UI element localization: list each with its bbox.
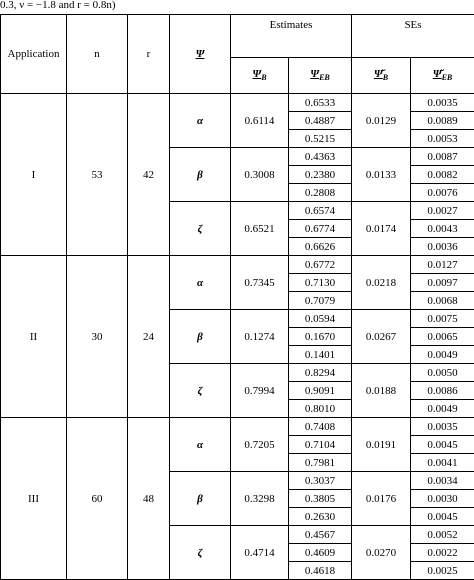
se-eb: 0.0050 <box>411 364 474 382</box>
parameter-symbol: ζ <box>170 526 231 580</box>
estimate-eb: 0.4887 <box>289 112 352 130</box>
se-bayes: 0.0188 <box>352 364 411 418</box>
parameter-symbol: α <box>170 418 231 472</box>
se-bayes: 0.0267 <box>352 310 411 364</box>
se-bayes: 0.0129 <box>352 94 411 148</box>
sample-size-n: 60 <box>67 418 128 580</box>
header-psi: Ψ <box>170 15 231 94</box>
estimate-eb: 0.2630 <box>289 508 352 526</box>
estimate-eb: 0.4363 <box>289 148 352 166</box>
estimate-eb: 0.6772 <box>289 256 352 274</box>
application-label: II <box>1 256 67 418</box>
estimate-bayes: 0.7994 <box>231 364 289 418</box>
se-bayes: 0.0176 <box>352 472 411 526</box>
se-bayes: 0.0270 <box>352 526 411 580</box>
se-eb: 0.0034 <box>411 472 474 490</box>
header-estimates: Estimates <box>231 15 352 58</box>
header-se-b: $\Psĭ_B$ <box>352 58 411 94</box>
se-eb: 0.0053 <box>411 130 474 148</box>
estimate-eb: 0.8010 <box>289 400 352 418</box>
estimate-eb: 0.7130 <box>289 274 352 292</box>
table-row <box>1 256 474 274</box>
estimate-bayes: 0.7205 <box>231 418 289 472</box>
se-eb: 0.0052 <box>411 526 474 544</box>
table-body <box>1 94 474 580</box>
se-eb: 0.0027 <box>411 202 474 220</box>
se-eb: 0.0082 <box>411 166 474 184</box>
estimates-table <box>0 14 474 580</box>
se-eb: 0.0049 <box>411 400 474 418</box>
se-eb: 0.0086 <box>411 382 474 400</box>
se-eb: 0.0065 <box>411 328 474 346</box>
se-eb: 0.0049 <box>411 346 474 364</box>
estimate-bayes: 0.3008 <box>231 148 289 202</box>
se-eb: 0.0036 <box>411 238 474 256</box>
se-eb: 0.0035 <box>411 94 474 112</box>
estimate-eb: 0.7104 <box>289 436 352 454</box>
header-n: n <box>67 15 128 94</box>
parameter-symbol: β <box>170 148 231 202</box>
estimate-eb: 0.6574 <box>289 202 352 220</box>
se-bayes: 0.0218 <box>352 256 411 310</box>
se-eb: 0.0127 <box>411 256 474 274</box>
estimate-bayes: 0.4714 <box>231 526 289 580</box>
header-psi-eb: $\Psi_{EB}$ <box>289 58 352 94</box>
se-eb: 0.0076 <box>411 184 474 202</box>
estimate-eb: 0.6626 <box>289 238 352 256</box>
estimate-eb: 0.6533 <box>289 94 352 112</box>
estimate-eb: 0.7981 <box>289 454 352 472</box>
estimate-eb: 0.4618 <box>289 562 352 580</box>
se-eb: 0.0035 <box>411 418 474 436</box>
estimate-eb: 0.7079 <box>289 292 352 310</box>
se-eb: 0.0075 <box>411 310 474 328</box>
header-r: r <box>128 15 170 94</box>
parameter-symbol: ζ <box>170 364 231 418</box>
estimate-bayes: 0.6114 <box>231 94 289 148</box>
estimate-bayes: 0.6521 <box>231 202 289 256</box>
estimate-eb: 0.2808 <box>289 184 352 202</box>
estimate-eb: 0.0594 <box>289 310 352 328</box>
estimate-eb: 0.4609 <box>289 544 352 562</box>
estimate-bayes: 0.3298 <box>231 472 289 526</box>
estimate-eb: 0.2380 <box>289 166 352 184</box>
se-eb: 0.0097 <box>411 274 474 292</box>
se-eb: 0.0030 <box>411 490 474 508</box>
estimate-eb: 0.1401 <box>289 346 352 364</box>
se-eb: 0.0045 <box>411 508 474 526</box>
estimate-eb: 0.3805 <box>289 490 352 508</box>
header-application: Application <box>1 15 67 94</box>
application-label: III <box>1 418 67 580</box>
se-bayes: 0.0133 <box>352 148 411 202</box>
header-se-eb: $\Psĭ_{EB}$ <box>411 58 474 94</box>
se-eb: 0.0043 <box>411 220 474 238</box>
se-bayes: 0.0191 <box>352 418 411 472</box>
sample-size-n: 53 <box>67 94 128 256</box>
estimate-bayes: 0.7345 <box>231 256 289 310</box>
table-row <box>1 94 474 112</box>
censoring-r: 48 <box>128 418 170 580</box>
estimate-eb: 0.5215 <box>289 130 352 148</box>
parameter-symbol: β <box>170 310 231 364</box>
estimate-eb: 0.7408 <box>289 418 352 436</box>
se-eb: 0.0089 <box>411 112 474 130</box>
estimate-eb: 0.4567 <box>289 526 352 544</box>
se-eb: 0.0068 <box>411 292 474 310</box>
se-eb: 0.0045 <box>411 436 474 454</box>
parameter-symbol: β <box>170 472 231 526</box>
estimate-eb: 0.8294 <box>289 364 352 382</box>
estimate-eb: 0.9091 <box>289 382 352 400</box>
estimate-bayes: 0.1274 <box>231 310 289 364</box>
table-row <box>1 418 474 436</box>
censoring-r: 24 <box>128 256 170 418</box>
se-eb: 0.0025 <box>411 562 474 580</box>
estimate-eb: 0.1670 <box>289 328 352 346</box>
table-caption: 0.3, ν = −1.8 and r = 0.8n) <box>0 0 474 14</box>
estimate-eb: 0.6774 <box>289 220 352 238</box>
header-psi-b: $\Psi_B$ <box>231 58 289 94</box>
sample-size-n: 30 <box>67 256 128 418</box>
se-eb: 0.0022 <box>411 544 474 562</box>
se-bayes: 0.0174 <box>352 202 411 256</box>
header-ses: SEs <box>352 15 474 58</box>
censoring-r: 42 <box>128 94 170 256</box>
parameter-symbol: α <box>170 94 231 148</box>
parameter-symbol: ζ <box>170 202 231 256</box>
se-eb: 0.0087 <box>411 148 474 166</box>
parameter-symbol: α <box>170 256 231 310</box>
se-eb: 0.0041 <box>411 454 474 472</box>
estimate-eb: 0.3037 <box>289 472 352 490</box>
application-label: I <box>1 94 67 256</box>
